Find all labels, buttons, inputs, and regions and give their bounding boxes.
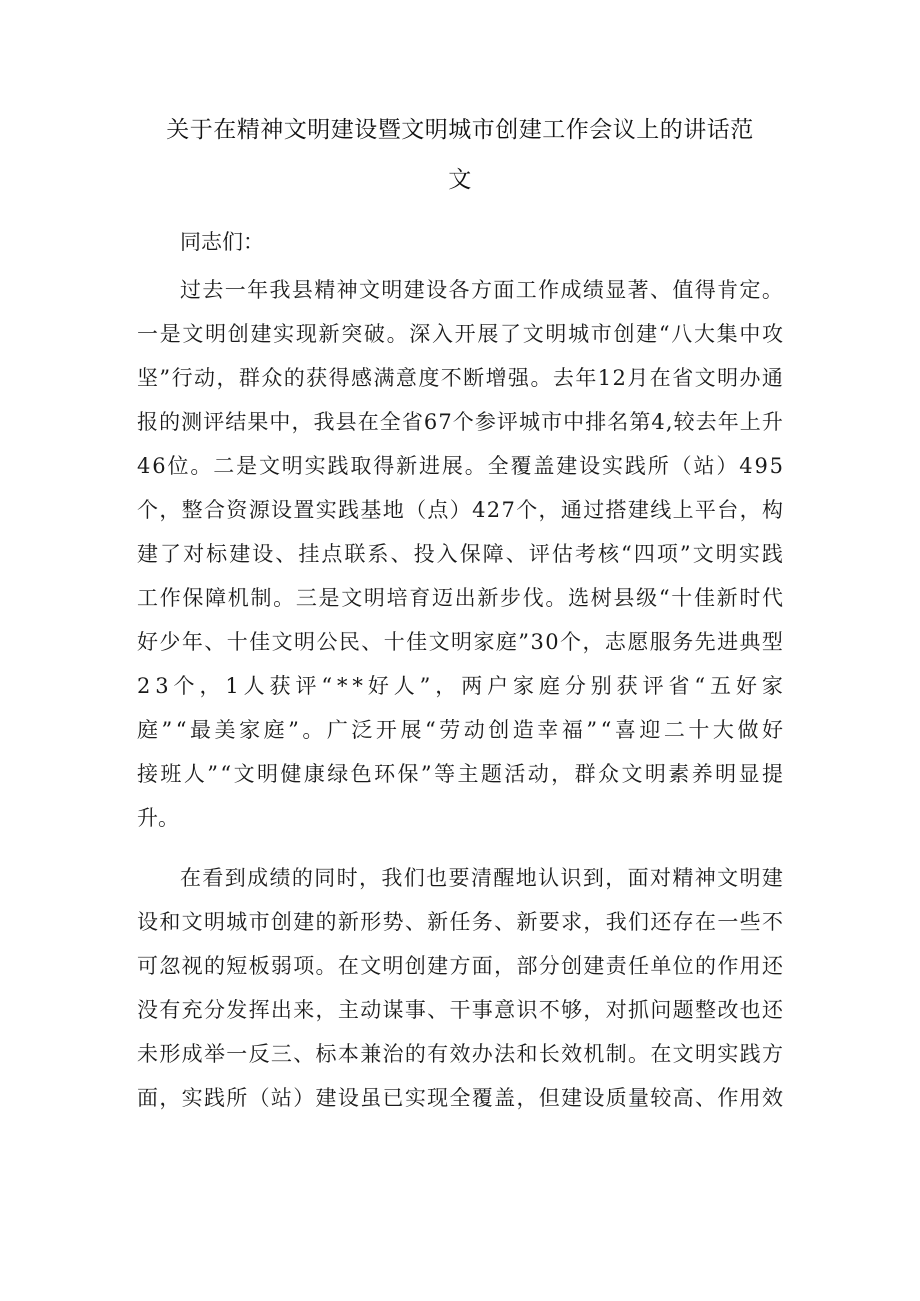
- paragraph-2-line-6: 面，实践所（站）建设虽已实现全覆盖，但建设质量较高、作用效: [137, 1086, 785, 1110]
- salutation: 同志们：: [180, 230, 264, 254]
- paragraph-1-line-5: 46位。二是文明实践取得新进展。全覆盖建设实践所（站）495: [137, 454, 785, 478]
- paragraph-1-line-4: 报的测评结果中，我县在全省67个参评城市中排名第4,较去年上升: [137, 410, 784, 434]
- paragraph-1-line-3: 坚”行动，群众的获得感满意度不断增强。去年12月在省文明办通: [137, 366, 785, 390]
- paragraph-2-line-3: 可忽视的短板弱项。在文明创建方面，部分创建责任单位的作用还: [137, 954, 785, 978]
- paragraph-1-line-10: 23个，1人获评“**好人”，两户家庭分别获评省“五好家: [137, 674, 788, 698]
- paragraph-2-line-4: 没有充分发挥出来，主动谋事、干事意识不够，对抓问题整改也还: [137, 998, 785, 1022]
- paragraph-2-line-2: 设和文明城市创建的新形势、新任务、新要求，我们还存在一些不: [137, 910, 785, 934]
- paragraph-1-line-2: 一是文明创建实现新突破。深入开展了文明城市创建“八大集中攻: [137, 322, 785, 346]
- paragraph-1-line-13: 升。: [137, 806, 179, 830]
- paragraph-1-line-6: 个，整合资源设置实践基地（点）427个，通过搭建线上平台，构: [137, 498, 785, 522]
- paragraph-1-line-9: 好少年、十佳文明公民、十佳文明家庭”30个，志愿服务先进典型: [137, 630, 785, 654]
- paragraph-2-line-5: 未形成举一反三、标本兼治的有效办法和长效机制。在文明实践方: [137, 1042, 785, 1066]
- paragraph-2-line-1: 在看到成绩的同时，我们也要清醒地认识到，面对精神文明建: [180, 866, 785, 890]
- paragraph-1-line-1: 过去一年我县精神文明建设各方面工作成绩显著、值得肯定。: [180, 278, 785, 302]
- document-title-line-1: 关于在精神文明建设暨文明城市创建工作会议上的讲话范: [166, 117, 754, 143]
- document-title-line-2: 文: [448, 167, 472, 193]
- paragraph-1-line-11: 庭”“最美家庭”。广泛开展“劳动创造幸福”“喜迎二十大做好: [137, 718, 787, 742]
- paragraph-1-line-12: 接班人”“文明健康绿色环保”等主题活动，群众文明素养明显提: [137, 762, 786, 786]
- paragraph-1-line-7: 建了对标建设、挂点联系、投入保障、评估考核“四项”文明实践: [137, 542, 785, 566]
- paragraph-1-line-8: 工作保障机制。三是文明培育迈出新步伐。选树县级“十佳新时代: [137, 586, 785, 610]
